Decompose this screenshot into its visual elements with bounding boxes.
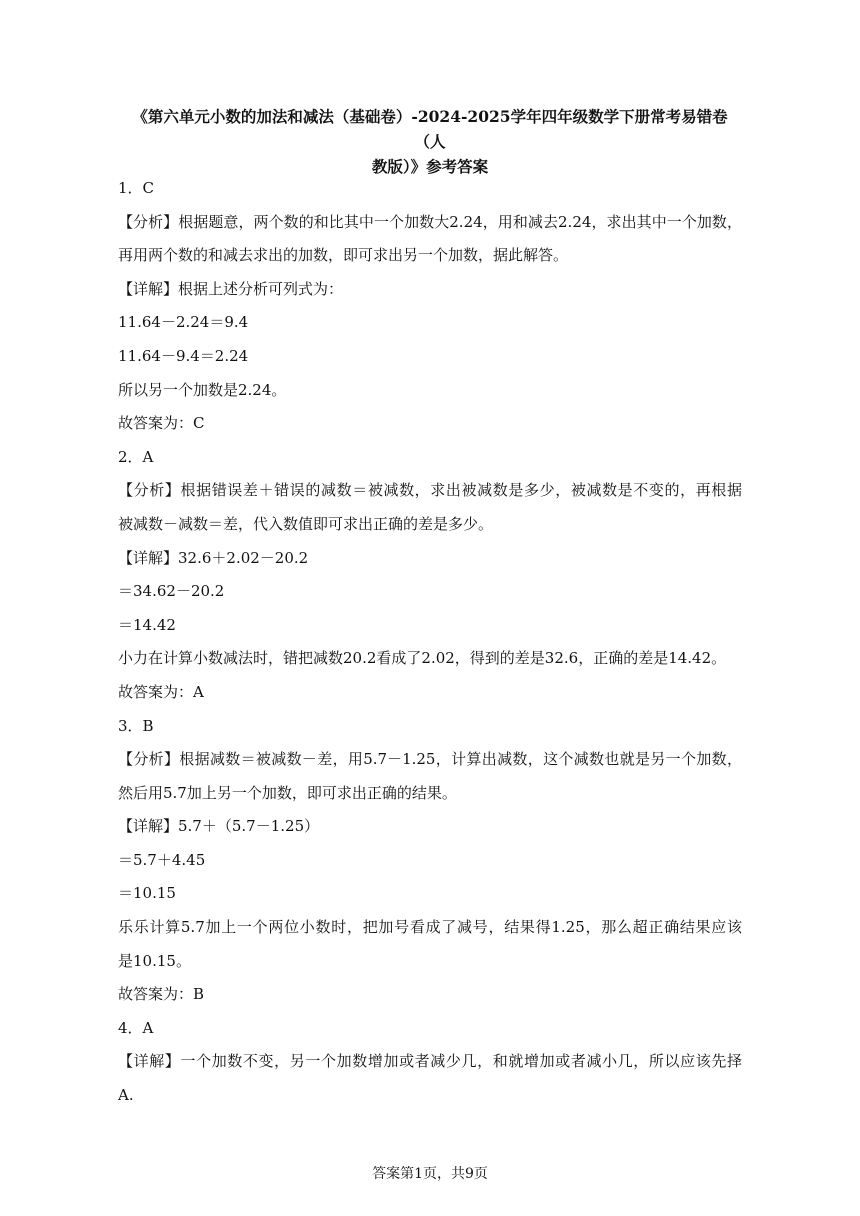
formula-line: ＝14.42: [118, 615, 176, 634]
question-2-detail: 【详解】32.6＋2.02－20.2: [118, 548, 309, 567]
question-3-answer: 3．B: [118, 716, 154, 735]
text-line: 再用两个数的和减去求出的加数，即可求出另一个加数，据此解答。: [118, 246, 569, 265]
title-line-1: 《第六单元小数的加法和减法（基础卷）-2024-2025学年四年级数学下册常考易错卷（人: [132, 107, 728, 151]
question-3-analysis: [118, 743, 742, 810]
question-2-analysis: [118, 474, 742, 541]
text-line: 【分析】根据题意，两个数的和比其中一个加数大2.24，用和减去2.24，求出其中一个加数，: [118, 212, 742, 231]
formula-line: ＝34.62－20.2: [118, 582, 225, 601]
question-1-analysis: [118, 206, 742, 273]
text-line: 【详解】一个加数不变，另一个加数增加或者减少几，和就增加或者减小几，所以应该先择: [118, 1052, 742, 1071]
final-answer: 故答案为：C: [118, 414, 205, 433]
text-line: 是10.15。: [118, 951, 191, 970]
text-line: 【分析】根据减数＝被减数－差，用5.7－1.25，计算出减数，这个减数也就是另一个加数，: [118, 750, 742, 769]
text-line: 然后用5.7加上另一个加数，即可求出正确的结果。: [118, 783, 457, 802]
text-line: A.: [118, 1086, 134, 1105]
text-line: 所以另一个加数是2.24。: [118, 380, 287, 399]
text-line: 小力在计算小数减法时，错把减数20.2看成了2.02，得到的差是32.6，正确的差是14.42。: [118, 649, 727, 668]
text-line: 【分析】根据错误差＋错误的减数＝被减数，求出被减数是多少，被减数是不变的，再根据: [118, 481, 742, 500]
final-answer: 故答案为：A: [118, 682, 204, 701]
document-title: [118, 104, 742, 179]
question-4-answer: 4．A: [118, 1018, 154, 1037]
formula-line: 11.64－9.4＝2.24: [118, 346, 249, 365]
final-answer: 故答案为：B: [118, 985, 205, 1004]
answer-content: [118, 172, 742, 1113]
question-3-conclusion: [118, 911, 742, 978]
formula-line: 11.64－2.24＝9.4: [118, 313, 249, 332]
title-line-2: 教版）》参考答案: [371, 157, 489, 176]
question-3-detail: 【详解】5.7＋（5.7－1.25）: [118, 817, 320, 836]
formula-line: ＝10.15: [118, 884, 176, 903]
page-footer: 答案第1页，共9页: [372, 1166, 488, 1182]
formula-line: ＝5.7＋4.45: [118, 850, 206, 869]
question-4-detail: [118, 1045, 742, 1112]
question-2-answer: 2．A: [118, 447, 154, 466]
text-line: 乐乐计算5.7加上一个两位小数时，把加号看成了减号，结果得1.25，那么超正确结果应该: [118, 918, 742, 937]
question-1-answer: 1．C: [118, 179, 155, 197]
text-line: 被减数－减数＝差，代入数值即可求出正确的差是多少。: [118, 514, 494, 533]
question-1-detail: 【详解】根据上述分析可列式为：: [118, 279, 344, 298]
